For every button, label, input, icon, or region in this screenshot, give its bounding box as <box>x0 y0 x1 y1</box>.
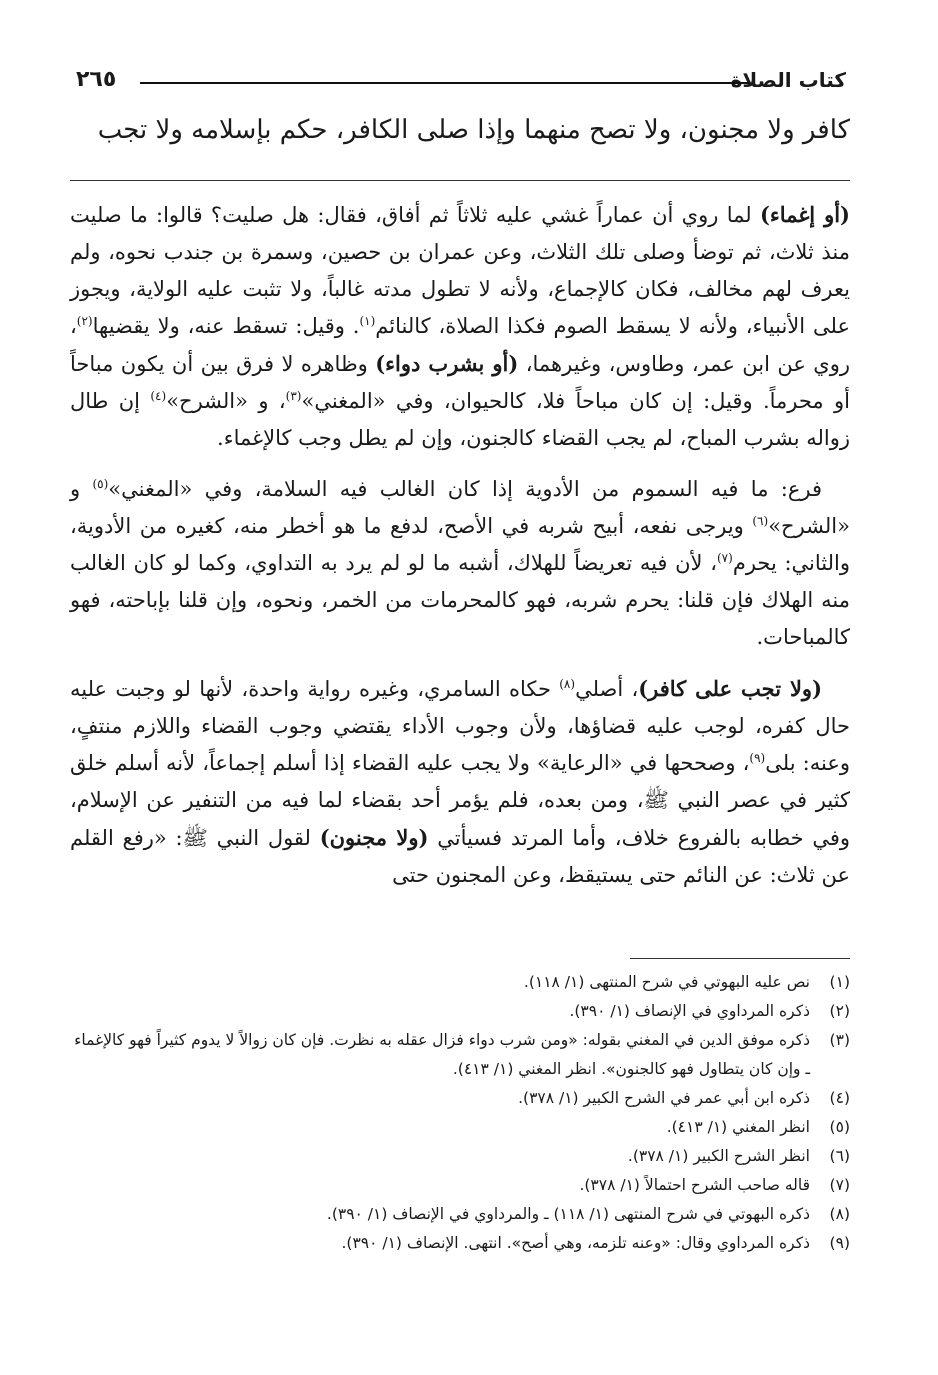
matn-text: كافر ولا مجنون، ولا تصح منهما وإذا صلى الكافر، حكم بإسلامه ولا تجب <box>97 115 850 145</box>
text-run: لقول النبي ﷺ: «رفع القلم عن ثلاث: عن النائم حتى يستيقظ، وعن المجنون حتى <box>70 826 850 887</box>
footnote-number: (٦) <box>829 1147 850 1165</box>
commentary-paragraph-1 <box>70 196 850 457</box>
text-run: إن طال زواله بشرب المباح، لم يجب القضاء كالجنون، وإن لم يطل وجب كالإغماء. <box>70 389 850 450</box>
footnote-number: (٥) <box>829 1118 850 1136</box>
page-number: ٢٦٥ <box>76 67 117 92</box>
footnote-ref: (٨) <box>559 677 576 691</box>
text-run: ، روي عن ابن عمر، وطاوس، وغيرهما، <box>70 314 851 376</box>
footnote-number: (٧) <box>829 1176 850 1194</box>
text-run: ، أصلي <box>575 677 639 701</box>
footnote <box>70 1229 850 1258</box>
book-page <box>70 0 850 1375</box>
footnote <box>70 1084 850 1113</box>
bold-heading: (أو بشرب دواء) <box>375 351 519 376</box>
footnote-ref: (٤) <box>150 389 167 403</box>
bold-heading: (ولا مجنون) <box>319 825 429 850</box>
text-run: ، وصححها في «الرعاية» ولا يجب عليه القضاء إذا أسلم إجماعاً، لأنه أسلم خلق كثير في عصر النبي ﷺ، ومن بعده، فلم يؤمر أحد بقضاء لما فيه من التنفير عن الإسلام، وفي خطابه بالفروع خلاف، وأما المرتد فسيأتي <box>70 751 850 850</box>
running-header <box>70 52 850 92</box>
footnote-number: (٤) <box>829 1089 850 1107</box>
text-run: فرع: ما فيه السموم من الأدوية إذا كان الغالب فيه السلامة، وفي «المغني» <box>108 477 822 501</box>
footnote-text: قاله صاحب الشرح احتمالاً (١/ ٣٧٨). <box>579 1176 810 1194</box>
footnote-ref: (٣) <box>285 389 302 403</box>
footnote-rule <box>630 958 850 959</box>
text-run: . وقيل: تسقط عنه، ولا يقضيها <box>92 314 360 338</box>
footnote-ref: (٦) <box>752 514 769 528</box>
footnote <box>70 968 850 997</box>
book-title: كتاب الصلاة <box>730 68 846 92</box>
matn-separator <box>70 180 850 181</box>
footnote-number: (٢) <box>829 1002 850 1020</box>
text-run: ، لأن فيه تعريضاً للهلاك، أشبه ما لو لم يرد به التداوي، وكما لو كان الغالب منه الهلاك فإن قلنا: يحرم شربه، فهو كالمحرمات من الخمر، ونحوه، وإن قلنا بإباحته، فهو كالمباحات. <box>70 551 850 649</box>
footnote-text: ذكره البهوتي في شرح المنتهى (١/ ١١٨) ـ والمرداوي في الإنصاف (١/ ٣٩٠). <box>326 1205 810 1223</box>
footnote-text: انظر المغني (١/ ٤١٣). <box>666 1118 810 1136</box>
footnote <box>70 1200 850 1229</box>
footnote-ref: (٢) <box>76 314 93 328</box>
commentary <box>70 196 850 908</box>
footnote-ref: (٥) <box>92 477 109 491</box>
bold-heading: (أو إغماء) <box>759 202 850 227</box>
text-run: لما روي أن عماراً غشي عليه ثلاثاً ثم أفاق، فقال: هل صليت؟ قالوا: ما صليت منذ ثلاث، ثم توضأ وصلى تلك الثلاث، وعن عمران بن حصين، وسمرة بن جندب نحوه، ولم يعرف لهم مخالف، فكان كالإجماع، ولأنه لا تطول مدته غالباً، ولا تثبت عليه الولاية، ويجوز على الأنبياء، ولأنه لا يسقط الصوم فكذا الصلاة، كالنائم <box>70 203 850 338</box>
footnote-ref: (١) <box>359 314 376 328</box>
footnote-text: نص عليه البهوتي في شرح المنتهى (١/ ١١٨). <box>523 973 810 991</box>
text-run: ويرجى نفعه، أبيح شربه في الأصح، لدفع ما هو أخطر منه، كغيره من الأدوية، والثاني: يحرم <box>70 514 851 575</box>
footnote-text: ذكره المرداوي في الإنصاف (١/ ٣٩٠). <box>569 1002 810 1020</box>
footnote-number: (٩) <box>829 1234 850 1252</box>
footnote <box>70 1113 850 1142</box>
text-run: وظاهره لا فرق بين أن يكون مباحاً أو محرماً. وقيل: إن كان مباحاً فلا، كالحيوان، وفي «المغني» <box>70 352 850 413</box>
footnote <box>70 997 850 1026</box>
footnote-text: ذكره المرداوي وقال: «وعنه تلزمه، وهي أصح». انتهى. الإنصاف (١/ ٣٩٠). <box>341 1234 810 1252</box>
footnote-number: (٨) <box>829 1205 850 1223</box>
footnotes <box>70 968 850 1258</box>
footnote-ref: (٩) <box>749 751 766 765</box>
commentary-paragraph-2 <box>70 471 850 656</box>
footnote-number: (١) <box>829 973 850 991</box>
footnote <box>70 1026 850 1084</box>
footnote <box>70 1171 850 1200</box>
commentary-paragraph-3 <box>70 670 850 894</box>
text-run: ، و «الشرح» <box>166 389 286 413</box>
footnote-number: (٣) <box>829 1031 850 1049</box>
footnote <box>70 1142 850 1171</box>
footnote-text: ذكره موفق الدين في المغني بقوله: «ومن شرب دواء فزال عقله به نظرت. فإن كان زوالاً لا يدوم كثيراً فهو كالإغماء ـ وإن كان يتطاول فهو كالجنون». انظر المغني (١/ ٤١٣). <box>74 1031 810 1078</box>
bold-heading: (ولا تجب على كافر) <box>638 676 823 701</box>
footnote-text: انظر الشرح الكبير (١/ ٣٧٨). <box>627 1147 810 1165</box>
header-rule <box>140 82 750 84</box>
footnote-text: ذكره ابن أبي عمر في الشرح الكبير (١/ ٣٧٨). <box>518 1089 810 1107</box>
text-run: حكاه السامري، وغيره رواية واحدة، لأنها لو وجبت عليه حال كفره، لوجب عليه قضاؤها، ولأن وجوب الأداء يقتضي وجوب القضاء واللازم منتفٍ، وعنه: بلى <box>70 677 850 775</box>
footnote-ref: (٧) <box>716 551 733 565</box>
text-run: و «الشرح» <box>70 477 850 538</box>
